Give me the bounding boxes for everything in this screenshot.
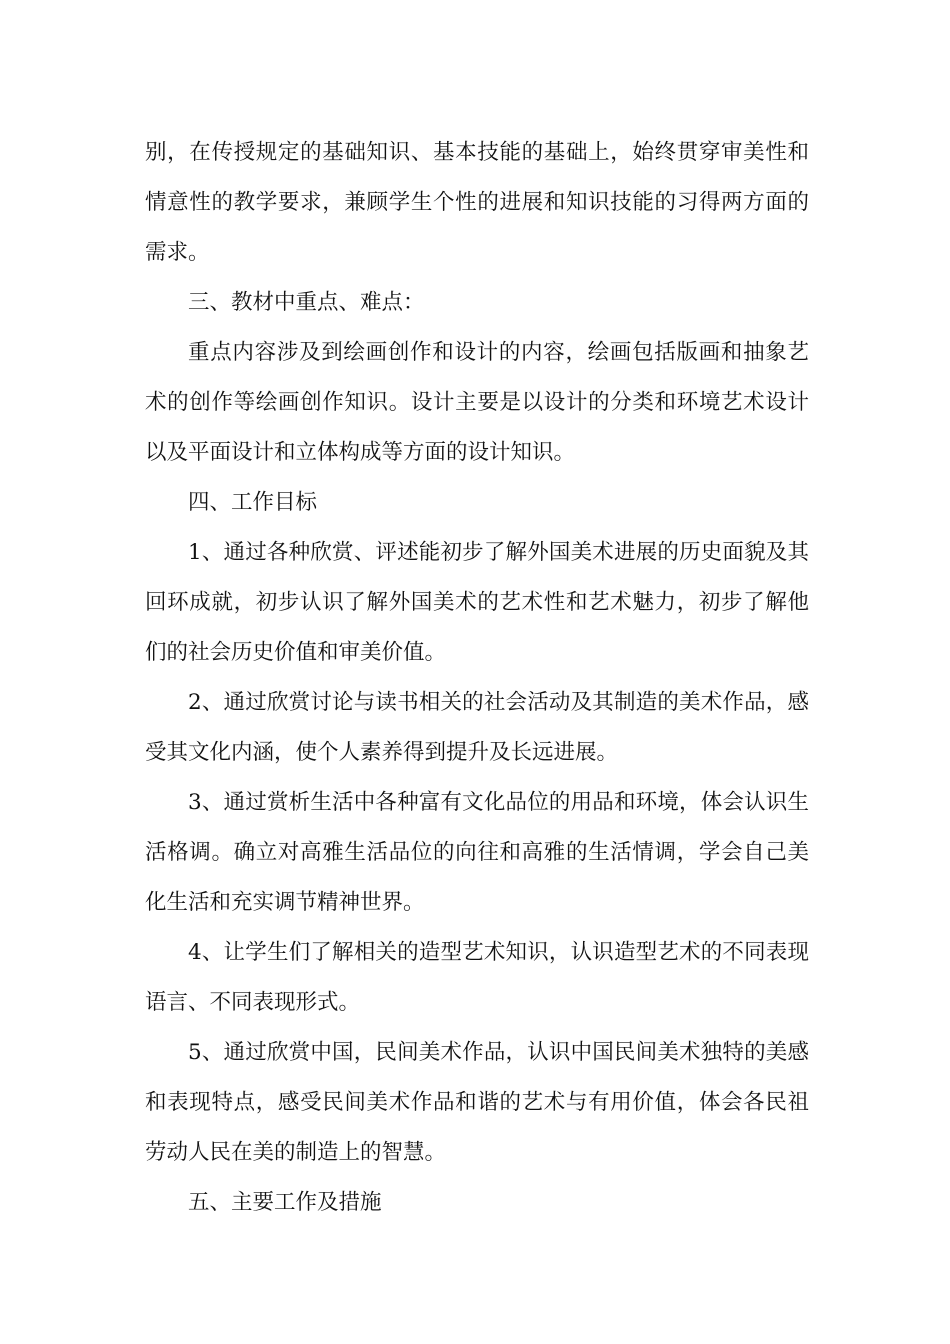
goal-item-4: 4、让学生们了解相关的造型艺术知识，认识造型艺术的不同表现语言、不同表现形式。 <box>145 940 809 1015</box>
section-heading-5: 五、主要工作及措施 <box>188 1190 382 1215</box>
goal-item-1: 1、通过各种欣赏、评述能初步了解外国美术进展的历史面貌及其回环成就，初步认识了解外国美术的艺术性和艺术魅力，初步了解他们的社会历史价值和审美价值。 <box>145 540 809 665</box>
goal-item-3: 3、通过赏析生活中各种富有文化品位的用品和环境，体会认识生活格调。确立对高雅生活品位的向往和高雅的生活情调，学会自己美化生活和充实调节精神世界。 <box>145 790 809 915</box>
section-heading-4: 四、工作目标 <box>188 490 318 515</box>
goal-item-2: 2、通过欣赏讨论与读书相关的社会活动及其制造的美术作品，感受其文化内涵，使个人素养得到提升及长远进展。 <box>145 690 809 765</box>
paragraph-key-points: 重点内容涉及到绘画创作和设计的内容，绘画包括版画和抽象艺术的创作等绘画创作知识。设计主要是以设计的分类和环境艺术设计以及平面设计和立体构成等方面的设计知识。 <box>145 340 809 465</box>
section-heading-3: 三、教材中重点、难点： <box>188 290 425 315</box>
paragraph-continuation: 别，在传授规定的基础知识、基本技能的基础上，始终贯穿审美性和情意性的教学要求，兼顾学生个性的进展和知识技能的习得两方面的需求。 <box>145 140 809 265</box>
document-body <box>145 128 809 1228</box>
goal-item-5: 5、通过欣赏中国，民间美术作品，认识中国民间美术独特的美感和表现特点，感受民间美术作品和谐的艺术与有用价值，体会各民祖劳动人民在美的制造上的智慧。 <box>145 1040 809 1165</box>
